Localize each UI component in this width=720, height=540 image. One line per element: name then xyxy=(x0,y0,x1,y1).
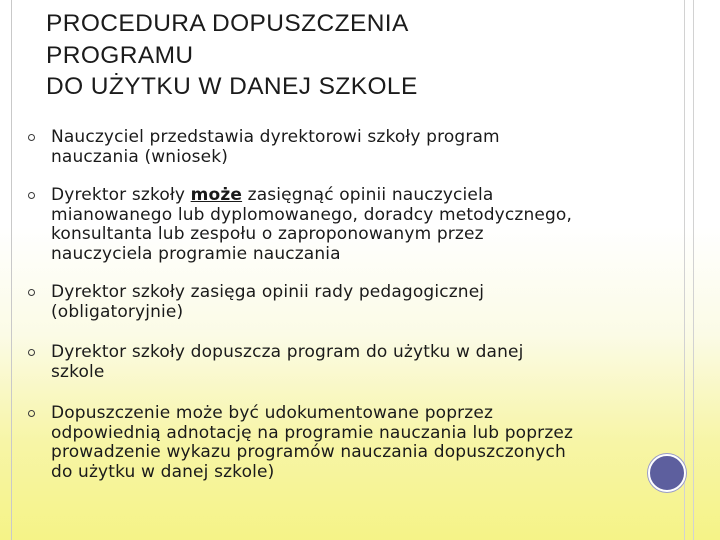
emphasized-word: może xyxy=(190,185,243,205)
bullet-text-segment: zasięgnąć opinii nauczyciela xyxy=(242,185,494,205)
bullet-text-line: szkole xyxy=(51,361,105,382)
slide-title-line: PROGRAMU xyxy=(46,41,194,69)
hollow-circle-bullet-icon xyxy=(28,192,35,199)
bullet-text-line: konsultanta lub zespołu o zaproponowanym przez xyxy=(51,224,484,244)
hollow-circle-bullet-icon xyxy=(28,349,35,356)
bullet-text-line: (obligatoryjnie) xyxy=(51,301,184,322)
bullet-text-line: prowadzenie wykazu programów nauczania dopuszczonych xyxy=(51,442,566,462)
bullet-text xyxy=(51,343,661,382)
bullet-text-line: nauczania (wniosek) xyxy=(51,146,229,167)
right-border-line-outer xyxy=(693,0,694,540)
left-border-line xyxy=(11,0,12,540)
bullet-text xyxy=(51,283,661,322)
slide-title-line: PROCEDURA DOPUSZCZENIA xyxy=(46,10,409,37)
bullet-text-line: nauczyciela programie nauczania xyxy=(51,243,341,264)
bullet-text-line: do użytku w danej szkole) xyxy=(51,461,275,482)
bullet-text-line: Dyrektor szkoły dopuszcza program do użytku w danej xyxy=(51,342,524,362)
bullet-text-line: Nauczyciel przedstawia dyrektorowi szkoły program xyxy=(51,127,500,147)
bullet-text-line: mianowanego lub dyplomowanego, doradcy metodycznego, xyxy=(51,204,573,225)
bullet-text-segment: Dyrektor szkoły xyxy=(51,185,191,205)
bullet-text xyxy=(51,186,661,264)
bullet-text-line xyxy=(51,186,661,206)
hollow-circle-bullet-icon xyxy=(28,289,35,296)
bullet-text-line: odpowiednią adnotację na programie nauczania lub poprzez xyxy=(51,422,574,443)
bullet-text-line: Dyrektor szkoły zasięga opinii rady pedagogicznej xyxy=(51,282,485,302)
slide-title xyxy=(46,8,646,103)
right-border-line xyxy=(684,0,685,540)
bullet-text-line: Dopuszczenie może być udokumentowane poprzez xyxy=(51,403,494,423)
bullet-text xyxy=(51,404,661,482)
hollow-circle-bullet-icon xyxy=(28,134,35,141)
circle-nav-button[interactable] xyxy=(648,454,686,492)
hollow-circle-bullet-icon xyxy=(28,410,35,417)
bullet-text xyxy=(51,128,661,167)
slide-title-line: DO UŻYTKU W DANEJ SZKOLE xyxy=(46,73,418,100)
